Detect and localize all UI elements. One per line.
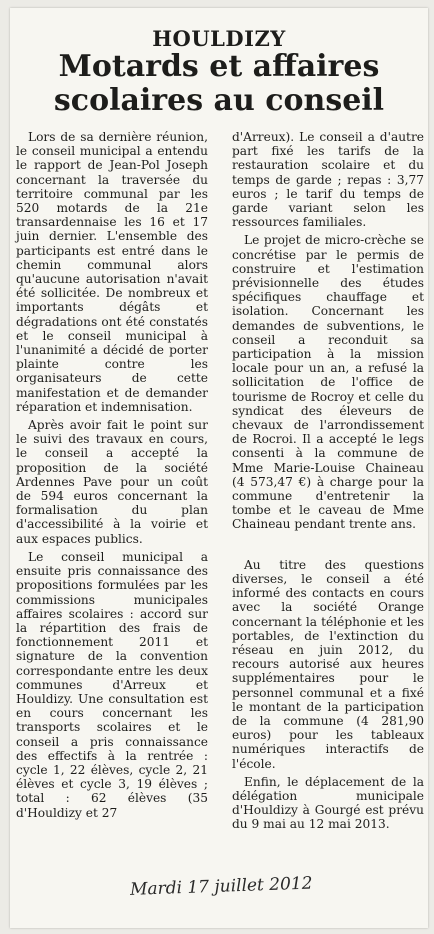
paragraph: Au titre des questions diverses, le conseil a été informé des contacts en cours avec la société Orange concernant la téléphonie et les portables, de l'extinction du réseau en juin 2012, du recours autorisé aux heures supplémentaires pour le personnel communal et a fixé le montant de la participation de la commune (4 281,90 euros) pour les tableaux numériques interactifs de l'école. [232, 557, 424, 771]
paragraph: Le conseil municipal a ensuite pris connaissance des propositions formulées par les commissions municipales affaires scolaires : accord sur la répartition des frais de fonctionnement 2011 et signature de la convention correspondante entre les deux communes d'Arreux et Houldizy. Une consultation est en cours concernant les transports scolaires et le conseil a pris connaissance des effectifs à la rentrée : cycle 1, 22 élèves, cycle 2, 21 élèves et cycle 3, 19 élèves ; total : 62 élèves (35 d'Houldizy et 27 [16, 549, 208, 820]
paragraph: Le projet de micro-crèche se concrétise par le permis de construire et l'estimation prévisionnelle des études spécifiques chauffage et isolation. Concernant les demandes de subventions, le conseil a reconduit sa participation à la mission locale pour un an, a refusé la sollicitation de l'office de tourisme de Rocroy et celle du syndicat des éleveurs de chevaux de l'arrondissement de Rocroi. Il a accepté le legs consenti à la commune de Mme Marie-Louise Chaineau (4 573,47 €) à charge pour la commune d'entretenir la tombe et le caveau de Mme Chaineau pendant trente ans. [232, 233, 424, 532]
article-headline [10, 50, 428, 118]
headline-line-1: Motards et affaires [58, 49, 380, 84]
paragraph: d'Arreux). Le conseil a d'autre part fixé les tarifs de la restauration scolaire et du temps de garde ; repas : 3,77 euros ; le tarif du temps de garde variant selon les ressources familiales. [232, 130, 424, 230]
spacer [232, 536, 424, 558]
article-column-right [232, 130, 424, 836]
paragraph: Enfin, le déplacement de la délégation municipale d'Houldizy à Gourgé est prévu du 9 mai au 12 mai 2013. [232, 774, 424, 832]
paragraph: Lors de sa dernière réunion, le conseil municipal a entendu le rapport de Jean-Pol Joseph concernant la traversée du territoire communal par les 520 motards de la 21e transardennaise les 16 et 17 juin dernier. L'ensemble des participants est entré dans le chemin communal alors qu'aucune autorisation n'avait été sollicitée. De nombreux et importants dégâts et dégradations ont été constatés et le conseil municipal à l'unanimité a décidé de porter plainte contre les organisateurs de cette manifestation et de demander réparation et indemnisation. [16, 130, 208, 414]
article-column-left [16, 130, 208, 824]
newspaper-clipping [10, 8, 428, 928]
paragraph: Après avoir fait le point sur le suivi des travaux en cours, le conseil a accepté la proposition de la société Ardennes Pave pour un coût de 594 euros concernant la formalisation du plan d'accessibilité à la voirie et aux espaces publics. [16, 418, 208, 546]
headline-line-2: scolaires au conseil [53, 83, 385, 118]
handwritten-date: Mardi 17 juillet 2012 [129, 873, 313, 900]
location-kicker: HOULDIZY [152, 26, 286, 51]
